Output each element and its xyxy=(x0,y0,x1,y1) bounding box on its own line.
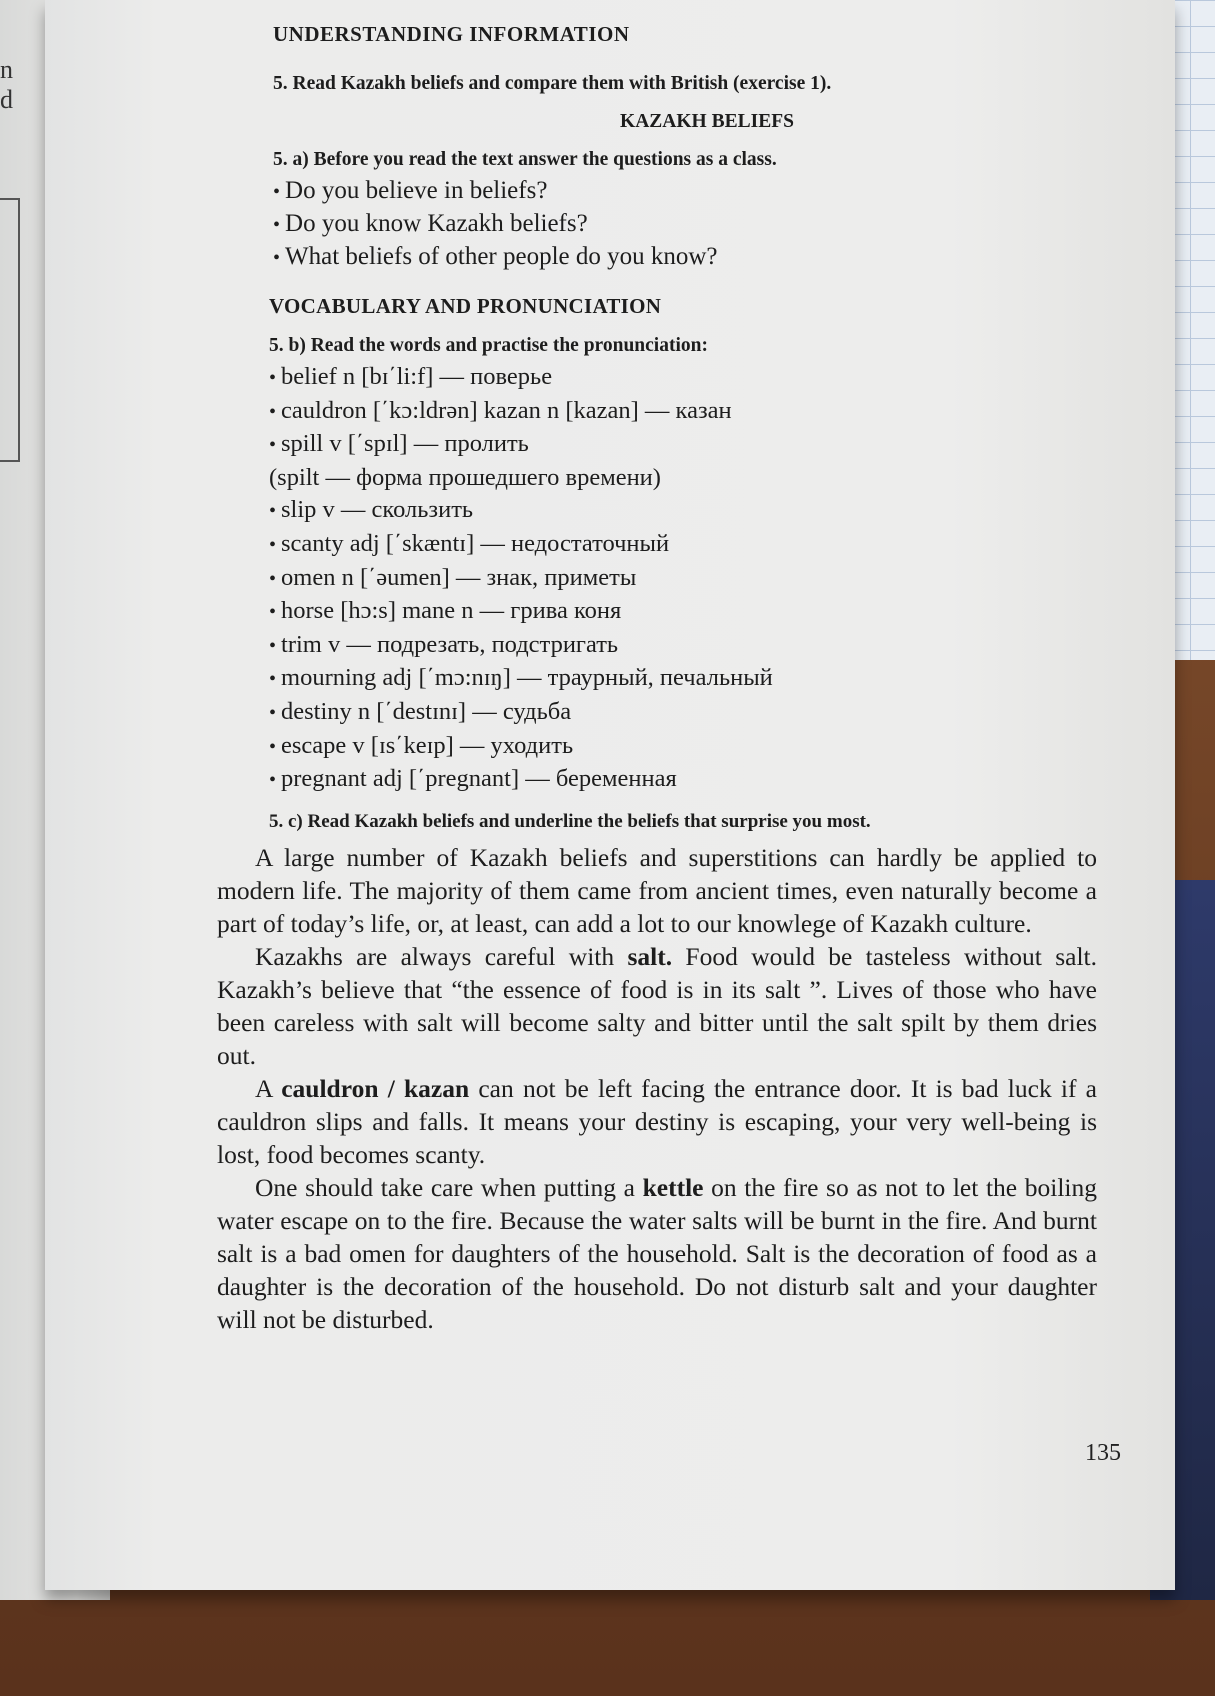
left-page-fragment: d xyxy=(0,85,13,114)
keyword-kettle: kettle xyxy=(642,1172,704,1202)
exercise-5b-instruction: 5. b) Read the words and practise the pronunciation: xyxy=(269,335,708,356)
question-item: • Do you believe in beliefs? xyxy=(273,175,1107,208)
question-item: • What beliefs of other people do you know? xyxy=(273,241,1107,274)
exercise-5-instruction: 5. Read Kazakh beliefs and compare them with British (exercise 1). xyxy=(273,73,832,94)
left-page-fragment: n xyxy=(0,55,13,84)
vocabulary-list xyxy=(269,361,1107,797)
vocab-note: (spilt — форма прошедшего времени) xyxy=(269,463,661,491)
keyword-cauldron: cauldron / kazan xyxy=(281,1073,470,1103)
paragraph-text: A xyxy=(255,1073,282,1103)
page-number: 135 xyxy=(1085,1440,1121,1466)
paragraph-text: Food would be tasteless without salt. Kazakh’s believe that “the essence of food is in its salt ”. Lives of those who have been careless with salt will become salty and bitter until the salt spilt by them dries out. xyxy=(217,941,1098,1070)
paragraph-kettle xyxy=(217,1171,1107,1336)
question-list xyxy=(273,175,1107,274)
paragraph-text: A large number of Kazakh beliefs and superstitions can hardly be applied to modern life. The majority of them came from ancient times, even naturally become a part of today’s life, or, at least, can add a lot to our knowlege of Kazakh culture. xyxy=(217,842,1097,938)
paragraph-salt xyxy=(217,940,1107,1072)
paragraph-text: One should take care when putting a xyxy=(255,1172,643,1202)
keyword-salt: salt. xyxy=(627,941,673,971)
vocab-item: • horse [hɔ:s] mane n — грива коня xyxy=(269,595,1107,629)
vocab-item: • pregnant adj [΄pregnant] — беременная xyxy=(269,763,1107,797)
vocab-item: • trim v — подрезать, подстригать xyxy=(269,629,1107,663)
paragraph-text: on the fire so as not to let the boiling water escape on to the fire. Because the water salts will be burnt in the fire. And burnt salt is a bad omen for daughters of the household. Salt is the decoration of food as a daughter is the decoration of the household. Do not disturb salt and your daughter will not be disturbed. xyxy=(217,1172,1097,1334)
vocab-item: • destiny n [΄destɪnɪ] — судьба xyxy=(269,696,1107,730)
paragraph-cauldron xyxy=(217,1072,1107,1171)
section-header: UNDERSTANDING INFORMATION xyxy=(273,22,630,46)
left-page-box-edge xyxy=(0,198,20,462)
vocab-item: • escape v [ɪs΄keɪp] — уходить xyxy=(269,730,1107,764)
exercise-5c-instruction: 5. c) Read Kazakh beliefs and underline the beliefs that surprise you most. xyxy=(269,810,871,832)
vocab-item: • belief n [bɪ΄li:f] — поверье xyxy=(269,361,1107,395)
page-title: KAZAKH BELIEFS xyxy=(620,111,794,132)
vocab-item: • slip v — скользить xyxy=(269,494,1107,528)
page-content xyxy=(217,22,1107,1336)
exercise-5a-instruction: 5. a) Before you read the text answer the questions as a class. xyxy=(273,149,777,170)
question-item: • Do you know Kazakh beliefs? xyxy=(273,208,1107,241)
vocabulary-heading: VOCABULARY AND PRONUNCIATION xyxy=(269,294,662,318)
vocab-item: • scanty adj [΄skæntɪ] — недостаточный xyxy=(269,528,1107,562)
paragraph-text: Kazakhs are always careful with xyxy=(255,941,628,971)
vocab-item: • mourning adj [΄mɔ:nɪŋ] — траурный, печальный xyxy=(269,662,1107,696)
book-page xyxy=(45,0,1175,1590)
paragraph-text: can not be left facing the entrance door. It is bad luck if a cauldron slips and falls. It means your destiny is escaping, your very well-being is lost, food becomes scanty. xyxy=(217,1073,1097,1169)
vocab-item: • spill v [΄spɪl] — пролить xyxy=(269,428,1107,462)
vocab-item: • omen n [΄əumen] — знак, приметы xyxy=(269,562,1107,596)
paragraph-intro xyxy=(217,841,1107,940)
vocab-item: • cauldron [΄kɔ:ldrən] kazan n [kazan] — казан xyxy=(269,395,1107,429)
